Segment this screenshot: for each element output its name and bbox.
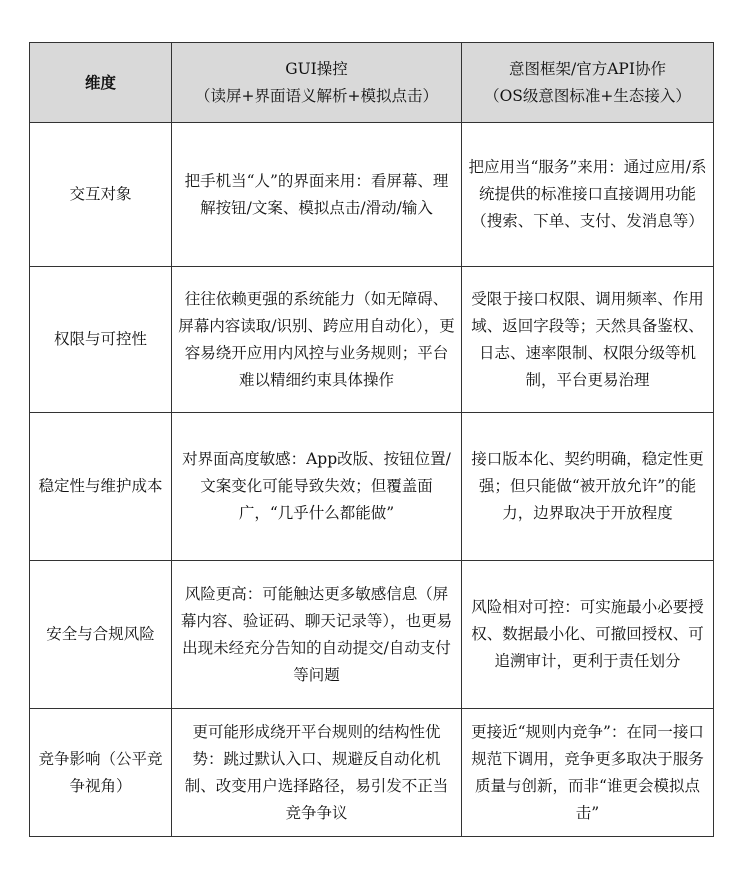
row-api-cell: 风险相对可控：可实施最小必要授权、数据最小化、可撤回授权、可追溯审计，更利于责任划分: [462, 561, 714, 709]
header-dimension: [30, 43, 172, 123]
table-row: [30, 561, 714, 709]
row-gui-cell: 对界面高度敏感：App改版、按钮位置/文案变化可能导致失效；但覆盖面广，“几乎什么都能做”: [172, 413, 462, 561]
header-gui-title: GUI操控: [285, 59, 348, 78]
row-gui-cell: 往往依赖更强的系统能力（如无障碍、屏幕内容读取/识别、跨应用自动化），更容易绕开应用内风控与业务规则；平台难以精细约束具体操作: [172, 267, 462, 413]
row-dimension: 稳定性与维护成本: [30, 413, 172, 561]
row-gui-cell: 风险更高：可能触达更多敏感信息（屏幕内容、验证码、聊天记录等），也更易出现未经充分告知的自动提交/自动支付等问题: [172, 561, 462, 709]
row-api-cell: 更接近“规则内竞争”：在同一接口规范下调用，竞争更多取决于服务质量与创新，而非“谁更会模拟点击”: [462, 709, 714, 837]
header-api: [462, 43, 714, 123]
table-row: [30, 413, 714, 561]
table-row: [30, 123, 714, 267]
row-api-cell: 受限于接口权限、调用频率、作用域、返回字段等；天然具备鉴权、日志、速率限制、权限分级等机制，平台更易治理: [462, 267, 714, 413]
row-dimension: 交互对象: [30, 123, 172, 267]
header-row: [30, 43, 714, 123]
row-gui-cell: 把手机当“人”的界面来用：看屏幕、理解按钮/文案、模拟点击/滑动/输入: [172, 123, 462, 267]
header-api-title: 意图框架/官方API协作: [509, 59, 666, 78]
row-api-cell: 把应用当“服务”来用：通过应用/系统提供的标准接口直接调用功能（搜索、下单、支付、发消息等）: [462, 123, 714, 267]
row-api-cell: 接口版本化、契约明确，稳定性更强；但只能做“被开放允许”的能力，边界取决于开放程度: [462, 413, 714, 561]
row-gui-cell: 更可能形成绕开平台规则的结构性优势：跳过默认入口、规避反自动化机制、改变用户选择路径，易引发不正当竞争争议: [172, 709, 462, 837]
table-row: [30, 267, 714, 413]
header-gui: [172, 43, 462, 123]
header-gui-subtitle: （读屏+界面语义解析+模拟点击）: [195, 86, 438, 105]
table-row: [30, 709, 714, 837]
row-dimension: 竞争影响（公平竞争视角）: [30, 709, 172, 837]
header-dimension-label: 维度: [84, 73, 116, 92]
row-dimension: 权限与可控性: [30, 267, 172, 413]
comparison-table: [29, 42, 714, 837]
header-api-subtitle: （OS级意图标准+生态接入）: [484, 86, 691, 105]
row-dimension: 安全与合规风险: [30, 561, 172, 709]
